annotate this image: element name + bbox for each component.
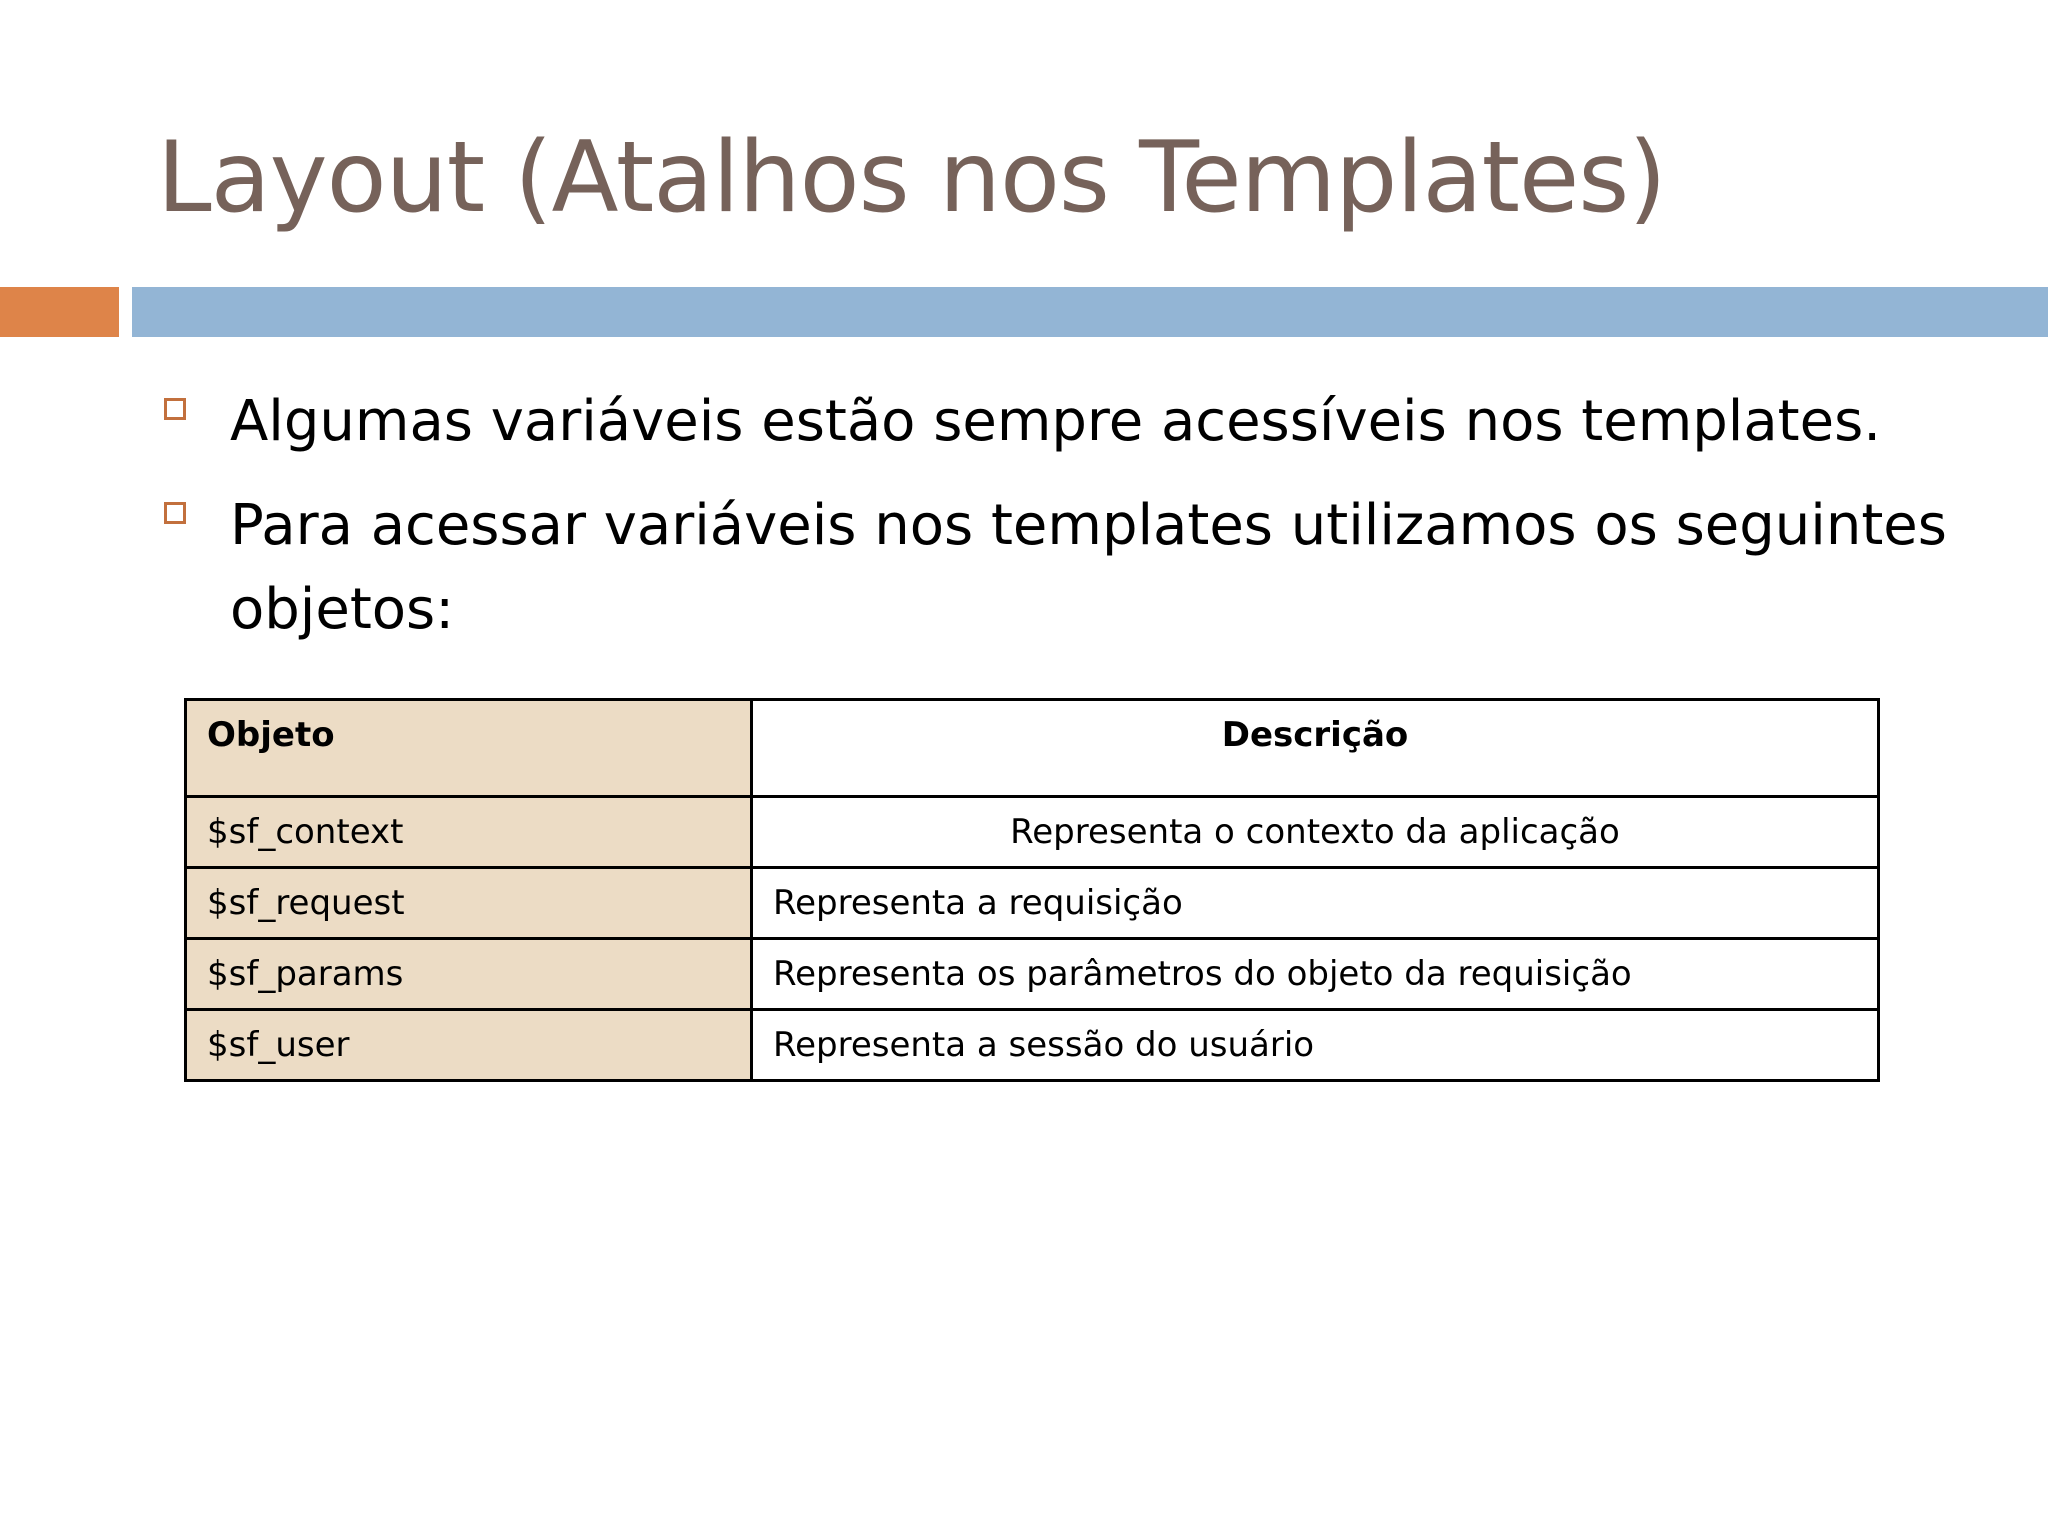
cell-object: $sf_params xyxy=(186,939,752,1010)
cell-object: $sf_request xyxy=(186,868,752,939)
table-row xyxy=(186,1010,1879,1081)
cell-description: Representa a requisição xyxy=(752,868,1879,939)
objects-table xyxy=(184,698,1880,1082)
table-row xyxy=(186,939,1879,1010)
accent-bar xyxy=(0,287,119,337)
square-bullet-icon xyxy=(164,502,186,524)
cell-description: Representa o contexto da aplicação xyxy=(752,797,1879,868)
bullet-item xyxy=(160,380,2010,464)
bullet-list xyxy=(160,380,2010,672)
table-header-row xyxy=(186,700,1879,797)
table-row xyxy=(186,797,1879,868)
header-object: Objeto xyxy=(186,700,752,797)
cell-object: $sf_context xyxy=(186,797,752,868)
bullet-item xyxy=(160,484,2010,652)
square-bullet-icon xyxy=(164,398,186,420)
cell-object: $sf_user xyxy=(186,1010,752,1081)
bullet-text: Para acessar variáveis nos templates utilizamos os seguintes objetos: xyxy=(230,493,1947,642)
bullet-text: Algumas variáveis estão sempre acessíveis nos templates. xyxy=(230,389,1882,454)
cell-description: Representa a sessão do usuário xyxy=(752,1010,1879,1081)
divider-bar xyxy=(132,287,2048,337)
header-description: Descrição xyxy=(752,700,1879,797)
table-row xyxy=(186,868,1879,939)
cell-description: Representa os parâmetros do objeto da requisição xyxy=(752,939,1879,1010)
slide-title: Layout (Atalhos nos Templates) xyxy=(157,121,1666,235)
